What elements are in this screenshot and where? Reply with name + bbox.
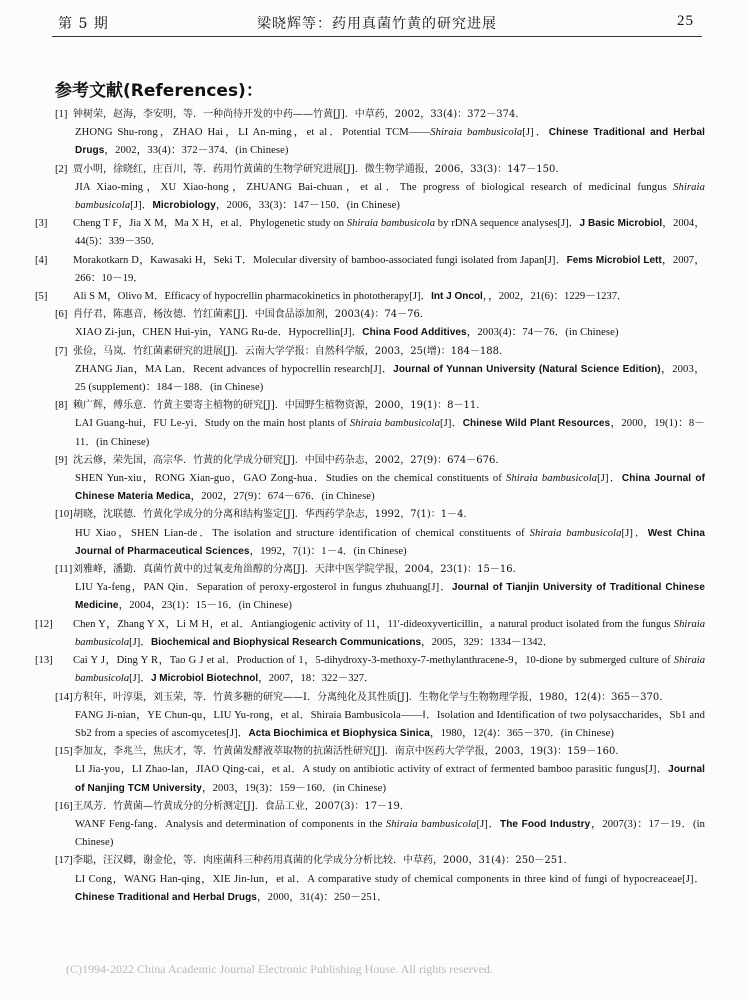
reference-line: [55, 506, 705, 524]
reference-volume: ，2004，23(1)：15－16．(in Chinese): [118, 600, 292, 612]
reference-volume: ，2006，33(3)：147－150．(in Chinese): [215, 200, 401, 212]
reference-volume: ，1980，12(4)：365－370．(in Chinese): [429, 727, 615, 739]
reference-chinese: 胡晓，沈联德．竹黄化学成分的分离和结构鉴定[J]．华西药学杂志，1992，7(1)：1－4．: [73, 509, 474, 521]
reference-line: [55, 561, 705, 579]
reference-species: Shiraia bambusicola: [349, 418, 440, 430]
reference-number: [2]: [55, 163, 68, 175]
reference-number: [11]: [55, 564, 73, 576]
reference-volume: ，2003(4)：74－76．(in Chinese): [466, 327, 619, 339]
reference-journal: West China Journal of Pharmaceutical Sciences: [75, 527, 705, 557]
reference-number: [17]: [55, 855, 73, 867]
reference-number: [13]: [35, 655, 53, 667]
reference-species: Shiraia bambusicola: [75, 181, 705, 212]
reference-chinese: 赖广辉，傅乐意．竹黄主要寄主植物的研究[J]．中国野生植物资源，2000，19(1)：8－11．: [73, 400, 487, 412]
reference-english: [55, 470, 705, 506]
reference-item: [35, 652, 705, 688]
reference-volume: ，2003，19(3)：159－160．(in Chinese): [201, 782, 387, 794]
reference-authors-title: LAI Guang-hui，FU Le-yi．Study on the main host plants of: [75, 418, 350, 430]
reference-line: [35, 252, 706, 288]
reference-species: Shiraia bambusicola: [430, 127, 523, 139]
reference-authors-title: FANG Ji-nian，YE Chun-qu，LIU Yu-rong，et al．Shiraia Bambusicola——Ⅰ．Isolation and Identification of two polysaccharides，Sb1 and Sb2 from a species of ascomycetes[J]．: [75, 709, 705, 739]
reference-english: [55, 415, 705, 451]
reference-authors-title: ZHANG Jian，MA Lan．Recent advances of hypocrellin research[J]．: [75, 363, 394, 375]
reference-species: Shiraia bambusicola: [346, 218, 435, 230]
reference-english: [55, 579, 705, 615]
reference-journal: Microbiology: [152, 200, 216, 212]
reference-authors-title: Ali S M，Olivo M．Efficacy of hypocrellin pharmacokinetics in phototherapy[J]．: [73, 291, 432, 303]
reference-chinese: 钟树荣，赵海，李安明，等．一种尚待开发的中药——竹黄[J]．中草药，2002，33(4)：372－374．: [73, 109, 526, 120]
reference-authors-title: ZHONG Shu-rong，ZHAO Hai，LI An-ming，et al．Potential TCM——: [75, 127, 431, 139]
reference-volume: ，2007，266：10－19．: [75, 254, 706, 284]
reference-line: [55, 106, 705, 124]
reference-line: [55, 852, 705, 870]
reference-journal: Chinese Traditional and Herbal Drugs: [75, 127, 705, 157]
reference-item: [55, 689, 705, 744]
reference-volume: ，2005，329：1334－1342．: [421, 636, 554, 648]
reference-chinese: 李加友，李兆兰，焦庆才，等．竹黄菌发酵液萃取物的抗菌活性研究[J]．南京中医药大学学报，2003，19(3)：159－160．: [73, 746, 626, 758]
reference-line: [55, 743, 705, 761]
reference-authors-title: Morakotkarn D，Kawasaki H，Seki T．Molecular diversity of bamboo-associated fungi isolated from Japan[J]．: [73, 254, 567, 266]
reference-english: [55, 816, 705, 852]
reference-chinese: 肖仔君，陈惠音，杨汝德．竹红菌素[J]．中国食品添加剂，2003(4)：74－76．: [73, 309, 430, 321]
reference-line: [35, 215, 705, 251]
reference-type: [J]．: [129, 636, 151, 648]
reference-journal: Biochemical and Biophysical Research Communications: [150, 636, 422, 648]
reference-journal: Journal of Yunnan University (Natural Science Edition): [393, 363, 661, 375]
reference-species: Shiraia bambusicola: [385, 818, 477, 830]
reference-line: [55, 161, 705, 179]
reference-volume: ，2002，33(4)：372－374．(in Chinese): [104, 145, 289, 157]
reference-volume: ，2007，18：322－327．: [258, 673, 375, 685]
reference-item: [55, 397, 705, 452]
reference-english: [55, 871, 705, 907]
reference-type: [J]．: [597, 473, 622, 485]
reference-item: [55, 798, 705, 853]
reference-line: [55, 397, 705, 415]
page-number: 25: [677, 13, 694, 29]
reference-journal: Chinese Traditional and Herbal Drugs: [75, 891, 257, 903]
reference-item: [35, 288, 705, 306]
reference-number: [10]: [55, 509, 73, 521]
issue-label: 第 5 期: [58, 16, 109, 32]
reference-volume: ，2007(3)：17－19．(in Chinese): [75, 818, 706, 849]
reference-chinese: 李聪，汪汉卿，谢金伦，等．肉座菌科三种药用真菌的化学成分分析比较．中草药，2000，31(4)：250－251．: [73, 855, 574, 867]
reference-item: [35, 215, 705, 251]
reference-species: Shiraia bambusicola: [505, 473, 598, 485]
reference-authors-title: LI Cong，WANG Han-qing，XIE Jin-lun，et al．A comparative study of chemical components in three kind of fungi of hypocreaceae[J]．: [75, 873, 705, 885]
reference-type: [J]．: [621, 527, 648, 539]
reference-species: Shiraia bambusicola: [75, 655, 705, 685]
reference-authors-title: Chen Y，Zhang Y X，Li M H，et al．Antiangiogenic activity of 11，11′-dideoxyverticillin，a natural product isolated from the fungus: [73, 618, 674, 630]
running-header: [52, 10, 702, 37]
reference-line: [35, 616, 705, 652]
reference-type: [J]．: [522, 127, 549, 139]
reference-chinese: 贾小明，徐晓红，庄百川，等．药用竹黄菌的生物学研究进展[J]．微生物学通报，2006，33(3)：147－150．: [73, 163, 566, 175]
reference-type: [J]．: [440, 418, 463, 430]
reference-line: [55, 689, 705, 707]
reference-line: [55, 306, 705, 324]
reference-journal: Journal of Nanjing TCM University: [75, 764, 705, 794]
reference-line: [55, 452, 705, 470]
reference-item: [55, 306, 705, 342]
reference-journal: Fems Microbiol Lett: [566, 254, 662, 266]
reference-authors-title: LI Jia-you，LI Zhao-lan，JIAO Qing-cai，et al．A study on antibiotic activity of extract of fermented bamboo parasitic fungus[J]．: [75, 764, 669, 776]
reference-journal: Int J Oncol: [431, 291, 483, 303]
reference-item: [55, 106, 705, 161]
reference-type: [J]．: [130, 200, 153, 212]
reference-item: [55, 743, 705, 798]
running-title: 梁晓辉等：药用真菌竹黄的研究进展: [257, 16, 497, 32]
reference-journal: Chinese Wild Plant Resources: [462, 418, 611, 430]
reference-number: [3]: [35, 218, 48, 230]
reference-volume: ，2002，27(9)：674－676．(in Chinese): [190, 491, 375, 503]
reference-number: [8]: [55, 400, 68, 412]
reference-english: [55, 525, 705, 561]
reference-chinese: 王凤芳．竹黄菌—竹黄成分的分析测定[J]．食品工业，2007(3)：17－19．: [73, 800, 410, 812]
reference-number: [15]: [55, 746, 73, 758]
reference-item: [55, 161, 705, 216]
reference-item: [55, 852, 705, 907]
reference-journal: The Food Industry: [499, 818, 591, 830]
reference-authors-title: HU Xiao，SHEN Lian-de．The isolation and structure identification of chemical constituents of: [75, 527, 530, 539]
reference-authors-title: Cheng T F，Jia X M，Ma X H，et al．Phylogenetic study on: [73, 218, 347, 230]
reference-authors-title: XIAO Zi-jun，CHEN Hui-yin，YANG Ru-de．Hypocrellin[J]．: [75, 327, 363, 339]
reference-chinese: 方积年，叶淳渠，刘玉荣，等．竹黄多糖的研究——Ⅰ．分离纯化及其性质[J]．生物化学与生物物理学报，1980，12(4)：365－370．: [73, 691, 670, 703]
reference-item: [55, 452, 705, 507]
reference-journal: J Microbiol Biotechnol: [150, 673, 259, 685]
reference-species: Shiraia bambusicola: [75, 618, 705, 648]
reference-english: [55, 761, 705, 797]
reference-volume: ，2000，19(1)：8－11．(in Chinese): [75, 418, 706, 448]
reference-english: [55, 361, 705, 397]
reference-item: [55, 561, 705, 616]
reference-number: [1]: [55, 109, 68, 120]
reference-volume: ，2004，44(5)：339－350．: [75, 218, 705, 248]
section-title: 参考文献(References)：: [55, 81, 263, 101]
reference-journal: China Food Additives: [362, 327, 467, 339]
reference-number: [5]: [35, 291, 48, 303]
reference-number: [12]: [35, 618, 53, 630]
reference-english: [55, 707, 705, 743]
reference-authors-title: JIA Xiao-ming，XU Xiao-hong，ZHUANG Bai-chuan，et al．The progress of biological research of medicinal fungus: [75, 181, 674, 193]
reference-species: Shiraia bambusicola: [529, 527, 622, 539]
reference-item: [35, 252, 706, 288]
reference-authors-title: LIU Ya-feng，PAN Qin．Separation of peroxy-ergosterol in fungus zhuhuang[J]．: [75, 582, 452, 594]
reference-type: [J]．: [476, 818, 500, 830]
reference-volume: ，1992，7(1)：1－4．(in Chinese): [249, 545, 407, 557]
reference-type: [J]．: [129, 673, 151, 685]
reference-journal: China Journal of Chinese Materia Medica: [75, 473, 705, 503]
reference-journal: Journal of Tianjin University of Traditional Chinese Medicine: [75, 582, 705, 612]
reference-number: [6]: [55, 309, 68, 321]
reference-journal: Acta Biochimica et Biophysica Sinica: [248, 727, 430, 739]
reference-english: [55, 124, 705, 160]
reference-journal: J Basic Microbiol: [579, 218, 663, 230]
reference-number: [9]: [55, 454, 68, 466]
reference-number: [7]: [55, 345, 68, 357]
reference-authors-title: Cai Y J，Ding Y R，Tao G J et al．Production of 1，5-dihydroxy-3-methoxy-7-methylanthracene-9，10-dione by submerged culture of: [73, 655, 674, 667]
reference-number: [14]: [55, 691, 73, 703]
copyright-watermark: (C)1994-2022 China Academic Journal Electronic Publishing House. All rights reserved.: [66, 962, 493, 976]
reference-line: [55, 343, 705, 361]
reference-chinese: 沈云修，荣先国，高宗华．竹黄的化学成分研究[J]．中国中药杂志，2002，27(9)：674－676．: [73, 454, 506, 466]
reference-chinese: 刘雅峰，潘勤．真菌竹黄中的过氧麦角甾醇的分离[J]．天津中医学院学报，2004，23(1)：15－16．: [73, 564, 523, 576]
reference-line: [55, 798, 705, 816]
reference-authors-title: SHEN Yun-xiu，RONG Xian-guo，GAO Zong-hua．Studies on the chemical constituents of: [75, 473, 506, 485]
reference-item: [35, 616, 705, 652]
reference-number: [4]: [35, 254, 48, 266]
reference-type: by rDNA sequence analyses[J]．: [435, 218, 580, 230]
reference-list: [35, 106, 706, 907]
reference-english: [55, 179, 705, 215]
reference-line: [35, 652, 705, 688]
reference-volume: ，，2002，21(6)：1229－1237．: [482, 291, 628, 303]
reference-chinese: 张俭，马岚．竹红菌素研究的进展[J]．云南大学学报：自然科学版，2003，25(增)：184－188．: [73, 345, 509, 357]
reference-volume: ，2003，25 (supplement)：184－188．(in Chinese): [75, 363, 705, 394]
reference-english: [55, 324, 705, 342]
reference-item: [55, 343, 705, 398]
reference-item: [55, 506, 705, 561]
reference-number: [16]: [55, 800, 73, 812]
reference-volume: ，2000，31(4)：250－251．: [256, 891, 388, 903]
reference-line: [35, 288, 705, 306]
reference-authors-title: WANF Feng-fang．Analysis and determination of components in the: [75, 818, 386, 830]
